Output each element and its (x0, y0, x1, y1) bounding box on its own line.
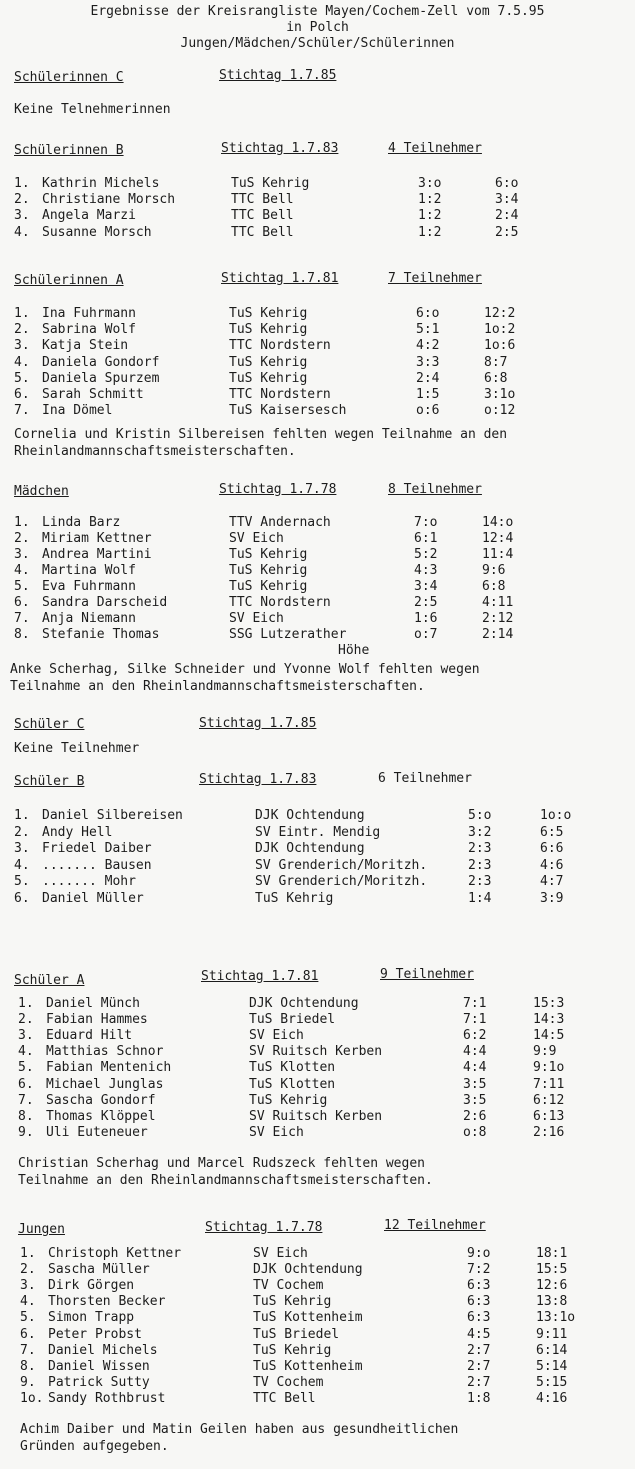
cell-games: 7:2 (467, 1262, 491, 1278)
cell-sets: 18:1 (536, 1246, 568, 1261)
section-title: Jungen (18, 1222, 65, 1237)
cell-games: 6:o (416, 306, 440, 321)
cell-club: TTC Bell (231, 192, 294, 208)
cell-sets: 12:4 (482, 531, 514, 546)
document-header (0, 4, 635, 52)
club-continuation: Höhe (338, 643, 370, 658)
cell-sets: o:12 (484, 403, 516, 419)
table-row (0, 1012, 635, 1028)
cell-name: Fabian Hammes (46, 1012, 148, 1028)
cell-rank: 5. (14, 370, 30, 386)
cell-sets: 4:6 (540, 857, 564, 873)
cell-rank: 6. (14, 595, 30, 610)
cell-name: Friedel Daiber (42, 841, 152, 856)
cell-name: Matthias Schnor (46, 1044, 164, 1060)
cell-rank: 4. (20, 1294, 36, 1310)
cell-games: 2:7 (467, 1374, 491, 1390)
cell-name: ....... Bausen (42, 857, 152, 873)
cell-name: Andrea Martini (42, 547, 152, 562)
section-count: 7 Teilnehmer (388, 271, 482, 286)
cell-club: TTC Bell (231, 208, 294, 224)
cell-rank: 7. (20, 1342, 36, 1358)
section-stichtag: Stichtag 1.7.83 (199, 772, 317, 787)
cell-club: SV Grenderich/Moritzh. (255, 857, 428, 873)
cell-games: o:6 (416, 403, 440, 419)
table-row (0, 1093, 635, 1109)
cell-rank: 7. (14, 403, 30, 419)
cell-sets: 4:7 (540, 874, 564, 889)
cell-sets: 3:1o (484, 387, 516, 402)
cell-club: DJK Ochtendung (249, 996, 359, 1011)
cell-club: TuS Kehrig (255, 890, 334, 906)
cell-name: Linda Barz (42, 515, 121, 530)
cell-rank: 1. (18, 996, 34, 1011)
cell-name: Andy Hell (42, 824, 113, 840)
cell-rank: 6. (14, 890, 30, 906)
cell-rank: 8. (14, 627, 30, 642)
section-count: 12 Teilnehmer (384, 1218, 486, 1233)
cell-name: Susanne Morsch (42, 224, 152, 240)
table-row (0, 1028, 635, 1044)
cell-club: TV Cochem (253, 1278, 324, 1294)
cell-club: SV Eich (229, 531, 284, 546)
cell-name: Thorsten Becker (48, 1294, 166, 1310)
cell-club: DJK Ochtendung (253, 1262, 363, 1278)
cell-rank: 9. (20, 1374, 36, 1390)
cell-sets: 6:o (495, 176, 519, 191)
cell-sets: 2:16 (533, 1124, 565, 1140)
cell-name: Simon Trapp (48, 1310, 135, 1326)
cell-name: Ina Fuhrmann (42, 306, 136, 321)
cell-sets: 2:14 (482, 627, 514, 642)
cell-rank: 1. (20, 1246, 36, 1261)
cell-club: SV Grenderich/Moritzh. (255, 874, 428, 889)
cell-games: 2:6 (463, 1108, 487, 1124)
cell-club: TuS Kehrig (249, 1092, 328, 1108)
cell-rank: 3. (20, 1278, 36, 1294)
cell-name: Eva Fuhrmann (42, 579, 136, 594)
cell-sets: 3:4 (495, 192, 519, 208)
cell-games: 2:4 (416, 370, 440, 386)
cell-rank: 5. (14, 579, 30, 594)
section-stichtag: Stichtag 1.7.85 (199, 716, 317, 731)
table-row (0, 611, 635, 627)
section-stichtag: Stichtag 1.7.83 (221, 141, 339, 156)
cell-rank: 1. (14, 515, 30, 530)
table-row (0, 547, 635, 563)
cell-name: Kathrin Michels (42, 176, 160, 191)
cell-sets: 14:3 (533, 1012, 565, 1028)
cell-sets: 7:11 (533, 1076, 565, 1092)
table-row (0, 403, 635, 419)
cell-name: Daniel Müller (42, 890, 144, 906)
cell-games: 6:2 (463, 1028, 487, 1044)
cell-club: TTC Bell (253, 1390, 316, 1406)
table-row (0, 858, 635, 874)
cell-sets: 6:8 (484, 370, 508, 386)
cell-club: TuS Kottenheim (253, 1310, 363, 1326)
cell-games: o:8 (463, 1124, 487, 1140)
table-row (0, 306, 635, 322)
cell-sets: 2:12 (482, 611, 514, 626)
table-row (0, 874, 635, 890)
cell-rank: 3. (14, 841, 30, 856)
cell-games: 7:o (414, 515, 438, 530)
section-title: Schüler C (14, 717, 85, 732)
table-row (0, 1375, 635, 1391)
table-row (0, 387, 635, 403)
cell-games: 6:3 (467, 1294, 491, 1310)
table-row (0, 1109, 635, 1125)
cell-rank: 2. (14, 192, 30, 208)
cell-club: TuS Kehrig (231, 176, 310, 191)
cell-sets: 6:6 (540, 841, 564, 856)
cell-name: Eduard Hilt (46, 1028, 133, 1044)
table-row (0, 1060, 635, 1076)
cell-club: SSG Lutzerather (229, 627, 347, 642)
cell-games: 5:2 (414, 547, 438, 562)
cell-games: 2:3 (468, 857, 492, 873)
cell-club: TuS Kehrig (229, 547, 308, 562)
cell-games: 3:5 (463, 1076, 487, 1092)
cell-club: TuS Briedel (249, 1012, 336, 1028)
cell-rank: 9. (18, 1124, 34, 1140)
cell-games: 5:1 (416, 322, 440, 338)
cell-games: 6:3 (467, 1310, 491, 1326)
cell-club: TuS Kehrig (253, 1294, 332, 1310)
table-row (0, 531, 635, 547)
cell-club: TV Cochem (253, 1374, 324, 1390)
cell-games: 1:4 (468, 890, 492, 906)
cell-name: Stefanie Thomas (42, 627, 160, 642)
cell-games: 2:7 (467, 1358, 491, 1374)
cell-games: 4:3 (414, 563, 438, 578)
cell-games: 4:4 (463, 1060, 487, 1076)
cell-name: Uli Euteneuer (46, 1124, 148, 1140)
cell-rank: 1. (14, 306, 30, 321)
cell-rank: 1. (14, 176, 30, 191)
cell-rank: 4. (18, 1044, 34, 1060)
cell-games: 9:o (467, 1246, 491, 1261)
section-stichtag: Stichtag 1.7.78 (205, 1220, 323, 1235)
cell-rank: 5. (20, 1310, 36, 1326)
cell-club: TuS Kehrig (229, 563, 308, 578)
table-row (0, 1359, 635, 1375)
header-categories: Jungen/Mädchen/Schüler/Schülerinnen (180, 36, 455, 51)
cell-sets: 4:16 (536, 1390, 568, 1406)
cell-games: 3:2 (468, 824, 492, 840)
table-row (0, 1044, 635, 1060)
cell-rank: 8. (20, 1358, 36, 1374)
cell-sets: 8:7 (484, 354, 508, 370)
cell-games: 3:4 (414, 579, 438, 594)
cell-club: SV Eich (249, 1028, 304, 1044)
cell-rank: 3. (14, 547, 30, 562)
cell-name: Angela Marzi (42, 208, 136, 224)
table-row (0, 371, 635, 387)
cell-name: Sarah Schmitt (42, 387, 144, 402)
cell-games: 1:5 (416, 387, 440, 402)
cell-games: 2:3 (468, 874, 492, 889)
cell-rank: 4. (14, 354, 30, 370)
table-row (0, 825, 635, 841)
cell-sets: 9:11 (536, 1326, 568, 1342)
cell-games: 6:1 (414, 531, 438, 546)
table-row (0, 515, 635, 531)
table-row (0, 808, 635, 824)
cell-club: DJK Ochtendung (255, 808, 365, 823)
section-title: Schülerinnen B (14, 143, 124, 158)
section-title: Schüler A (14, 973, 85, 988)
cell-club: SV Eich (229, 611, 284, 626)
cell-sets: 6:8 (482, 579, 506, 594)
section-title: Schülerinnen A (14, 273, 124, 288)
cell-name: ....... Mohr (42, 874, 136, 889)
cell-name: Thomas Klöppel (46, 1108, 156, 1124)
table-row (0, 208, 635, 224)
cell-sets: 5:15 (536, 1374, 568, 1390)
section-title: Schüler B (14, 774, 85, 789)
cell-name: Sascha Gondorf (46, 1092, 156, 1108)
cell-name: Ina Dömel (42, 403, 113, 419)
section-note: Keine Teilnehmer (14, 741, 140, 756)
cell-games: 4:4 (463, 1044, 487, 1060)
cell-sets: 14:o (482, 515, 514, 530)
cell-club: TTC Nordstern (229, 387, 331, 402)
cell-sets: 14:5 (533, 1028, 565, 1044)
cell-sets: 12:2 (484, 306, 516, 321)
cell-club: TuS Klotten (249, 1060, 336, 1076)
cell-club: TuS Kaisersesch (229, 403, 347, 419)
cell-name: Sandy Rothbrust (48, 1390, 166, 1406)
cell-sets: 6:12 (533, 1092, 565, 1108)
table-row (0, 1391, 635, 1407)
cell-sets: 15:3 (533, 996, 565, 1011)
cell-games: 1:2 (418, 224, 442, 240)
cell-sets: 12:6 (536, 1278, 568, 1294)
cell-name: Sabrina Wolf (42, 322, 136, 338)
cell-rank: 3. (14, 208, 30, 224)
table-row (0, 1310, 635, 1326)
cell-club: TTC Bell (231, 224, 294, 240)
cell-rank: 6. (18, 1076, 34, 1092)
section-stichtag: Stichtag 1.7.81 (221, 271, 339, 286)
cell-rank: 7. (18, 1092, 34, 1108)
cell-name: Christiane Morsch (42, 192, 176, 208)
cell-sets: 9:6 (482, 563, 506, 578)
cell-games: 4:5 (467, 1326, 491, 1342)
table-row (0, 1246, 635, 1262)
table-row (0, 1294, 635, 1310)
cell-club: TuS Kottenheim (253, 1358, 363, 1374)
cell-sets: 2:4 (495, 208, 519, 224)
cell-club: SV Ruitsch Kerben (249, 1108, 383, 1124)
cell-games: o:7 (414, 627, 438, 642)
cell-games: 2:7 (467, 1342, 491, 1358)
section-footnote: Cornelia und Kristin Silbereisen fehlten wegen Teilnahme an den Rheinlandmannschaftsmeisterschaften. (14, 427, 508, 459)
cell-club: TTC Nordstern (229, 338, 331, 354)
cell-rank: 7. (14, 611, 30, 626)
section-count: 9 Teilnehmer (380, 967, 474, 982)
cell-name: Daniel Michels (48, 1342, 158, 1358)
cell-sets: 15:5 (536, 1262, 568, 1278)
header-title: Ergebnisse der Kreisrangliste Mayen/Cochem-Zell vom 7.5.95 (90, 4, 545, 19)
cell-name: Peter Probst (48, 1326, 142, 1342)
cell-sets: 6:14 (536, 1342, 568, 1358)
cell-games: 3:3 (416, 354, 440, 370)
cell-rank: 6. (20, 1326, 36, 1342)
cell-name: Sascha Müller (48, 1262, 150, 1278)
cell-sets: 1o:2 (484, 322, 516, 338)
cell-rank: 1o. (20, 1390, 44, 1406)
cell-name: Anja Niemann (42, 611, 136, 626)
cell-name: Christoph Kettner (48, 1246, 182, 1261)
cell-club: SV Eich (253, 1246, 308, 1261)
table-row (0, 322, 635, 338)
cell-rank: 1. (14, 808, 30, 823)
cell-club: TuS Briedel (253, 1326, 340, 1342)
cell-rank: 3. (14, 338, 30, 354)
table-row (0, 1343, 635, 1359)
cell-games: 2:5 (414, 595, 438, 610)
section-title: Schülerinnen C (14, 70, 124, 85)
cell-name: Daniel Wissen (48, 1358, 150, 1374)
cell-club: SV Eintr. Mendig (255, 824, 381, 840)
cell-sets: 4:11 (482, 595, 514, 610)
table-row (0, 225, 635, 241)
cell-games: 2:3 (468, 841, 492, 856)
table-row (0, 1262, 635, 1278)
cell-games: 7:1 (463, 1012, 487, 1028)
cell-club: TuS Kehrig (229, 354, 308, 370)
cell-sets: 9:9 (533, 1044, 557, 1060)
cell-rank: 2. (18, 1012, 34, 1028)
cell-club: TTC Nordstern (229, 595, 331, 610)
table-row (0, 1327, 635, 1343)
cell-rank: 2. (14, 322, 30, 338)
table-row (0, 841, 635, 857)
cell-name: Fabian Mentenich (46, 1060, 172, 1076)
cell-name: Daniel Silbereisen (42, 808, 183, 823)
cell-rank: 2. (20, 1262, 36, 1278)
table-row (0, 996, 635, 1012)
cell-rank: 4. (14, 857, 30, 873)
table-row (0, 595, 635, 611)
table-row (0, 176, 635, 192)
cell-rank: 6. (14, 387, 30, 402)
cell-sets: 13:8 (536, 1294, 568, 1310)
section-footnote: Achim Daiber und Matin Geilen haben aus gesundheitlichen Gründen aufgegeben. (20, 1422, 459, 1454)
cell-sets: 3:9 (540, 890, 564, 906)
cell-club: SV Ruitsch Kerben (249, 1044, 383, 1060)
cell-games: 3:o (418, 176, 442, 191)
section-count: 6 Teilnehmer (378, 771, 472, 786)
cell-rank: 4. (14, 563, 30, 578)
cell-sets: 13:1o (536, 1310, 576, 1326)
section-footnote: Christian Scherhag und Marcel Rudszeck fehlten wegen Teilnahme an den Rheinlandmannschaftsmeisterschaften. (18, 1156, 433, 1188)
section-stichtag: Stichtag 1.7.85 (219, 68, 337, 83)
cell-name: Martina Wolf (42, 563, 136, 578)
cell-sets: 5:14 (536, 1358, 568, 1374)
cell-club: TuS Klotten (249, 1076, 336, 1092)
table-row (0, 627, 635, 643)
cell-rank: 2. (14, 824, 30, 840)
cell-name: Sandra Darscheid (42, 595, 168, 610)
section-count: 8 Teilnehmer (388, 482, 482, 497)
table-row (0, 1077, 635, 1093)
table-row (0, 192, 635, 208)
cell-name: Katja Stein (42, 338, 129, 354)
cell-games: 1:8 (467, 1390, 491, 1406)
section-count: 4 Teilnehmer (388, 141, 482, 156)
cell-club: TuS Kehrig (229, 370, 308, 386)
cell-games: 5:o (468, 808, 492, 823)
cell-name: Daniela Spurzem (42, 370, 160, 386)
cell-club: TuS Kehrig (229, 306, 308, 321)
cell-games: 1:2 (418, 192, 442, 208)
cell-games: 4:2 (416, 338, 440, 354)
section-note: Keine Telnehmerinnen (14, 102, 171, 117)
section-stichtag: Stichtag 1.7.78 (219, 482, 337, 497)
cell-games: 3:5 (463, 1092, 487, 1108)
cell-games: 6:3 (467, 1278, 491, 1294)
table-row (0, 338, 635, 354)
cell-name: Miriam Kettner (42, 531, 152, 546)
cell-club: TuS Kehrig (229, 322, 308, 338)
table-row (0, 355, 635, 371)
table-row (0, 1278, 635, 1294)
cell-name: Dirk Görgen (48, 1278, 135, 1294)
cell-name: Michael Junglas (46, 1076, 164, 1092)
cell-sets: 6:5 (540, 824, 564, 840)
cell-sets: 9:1o (533, 1060, 565, 1076)
cell-club: TuS Kehrig (229, 579, 308, 594)
cell-club: TTV Andernach (229, 515, 331, 530)
cell-sets: 11:4 (482, 547, 514, 562)
cell-rank: 3. (18, 1028, 34, 1044)
table-row (0, 1125, 635, 1141)
cell-name: Daniel Münch (46, 996, 140, 1011)
cell-sets: 2:5 (495, 224, 519, 240)
section-title: Mädchen (14, 484, 69, 499)
cell-rank: 4. (14, 224, 30, 240)
cell-club: DJK Ochtendung (255, 841, 365, 856)
section-stichtag: Stichtag 1.7.81 (201, 969, 319, 984)
cell-sets: 1o:6 (484, 338, 516, 354)
table-row (0, 563, 635, 579)
cell-rank: 5. (18, 1060, 34, 1076)
section-footnote: Anke Scherhag, Silke Schneider und Yvonne Wolf fehlten wegen Teilnahme an den Rheinlandmannschaftsmeisterschaften. (10, 662, 480, 694)
cell-games: 1:6 (414, 611, 438, 626)
cell-rank: 8. (18, 1108, 34, 1124)
cell-rank: 5. (14, 874, 30, 889)
table-row (0, 891, 635, 907)
cell-games: 1:2 (418, 208, 442, 224)
header-location: in Polch (286, 20, 349, 35)
cell-name: Patrick Sutty (48, 1374, 150, 1390)
cell-sets: 1o:o (540, 808, 572, 823)
cell-rank: 2. (14, 531, 30, 546)
cell-club: SV Eich (249, 1124, 304, 1140)
table-row (0, 579, 635, 595)
cell-club: TuS Kehrig (253, 1342, 332, 1358)
cell-games: 7:1 (463, 996, 487, 1011)
cell-sets: 6:13 (533, 1108, 565, 1124)
cell-name: Daniela Gondorf (42, 354, 160, 370)
